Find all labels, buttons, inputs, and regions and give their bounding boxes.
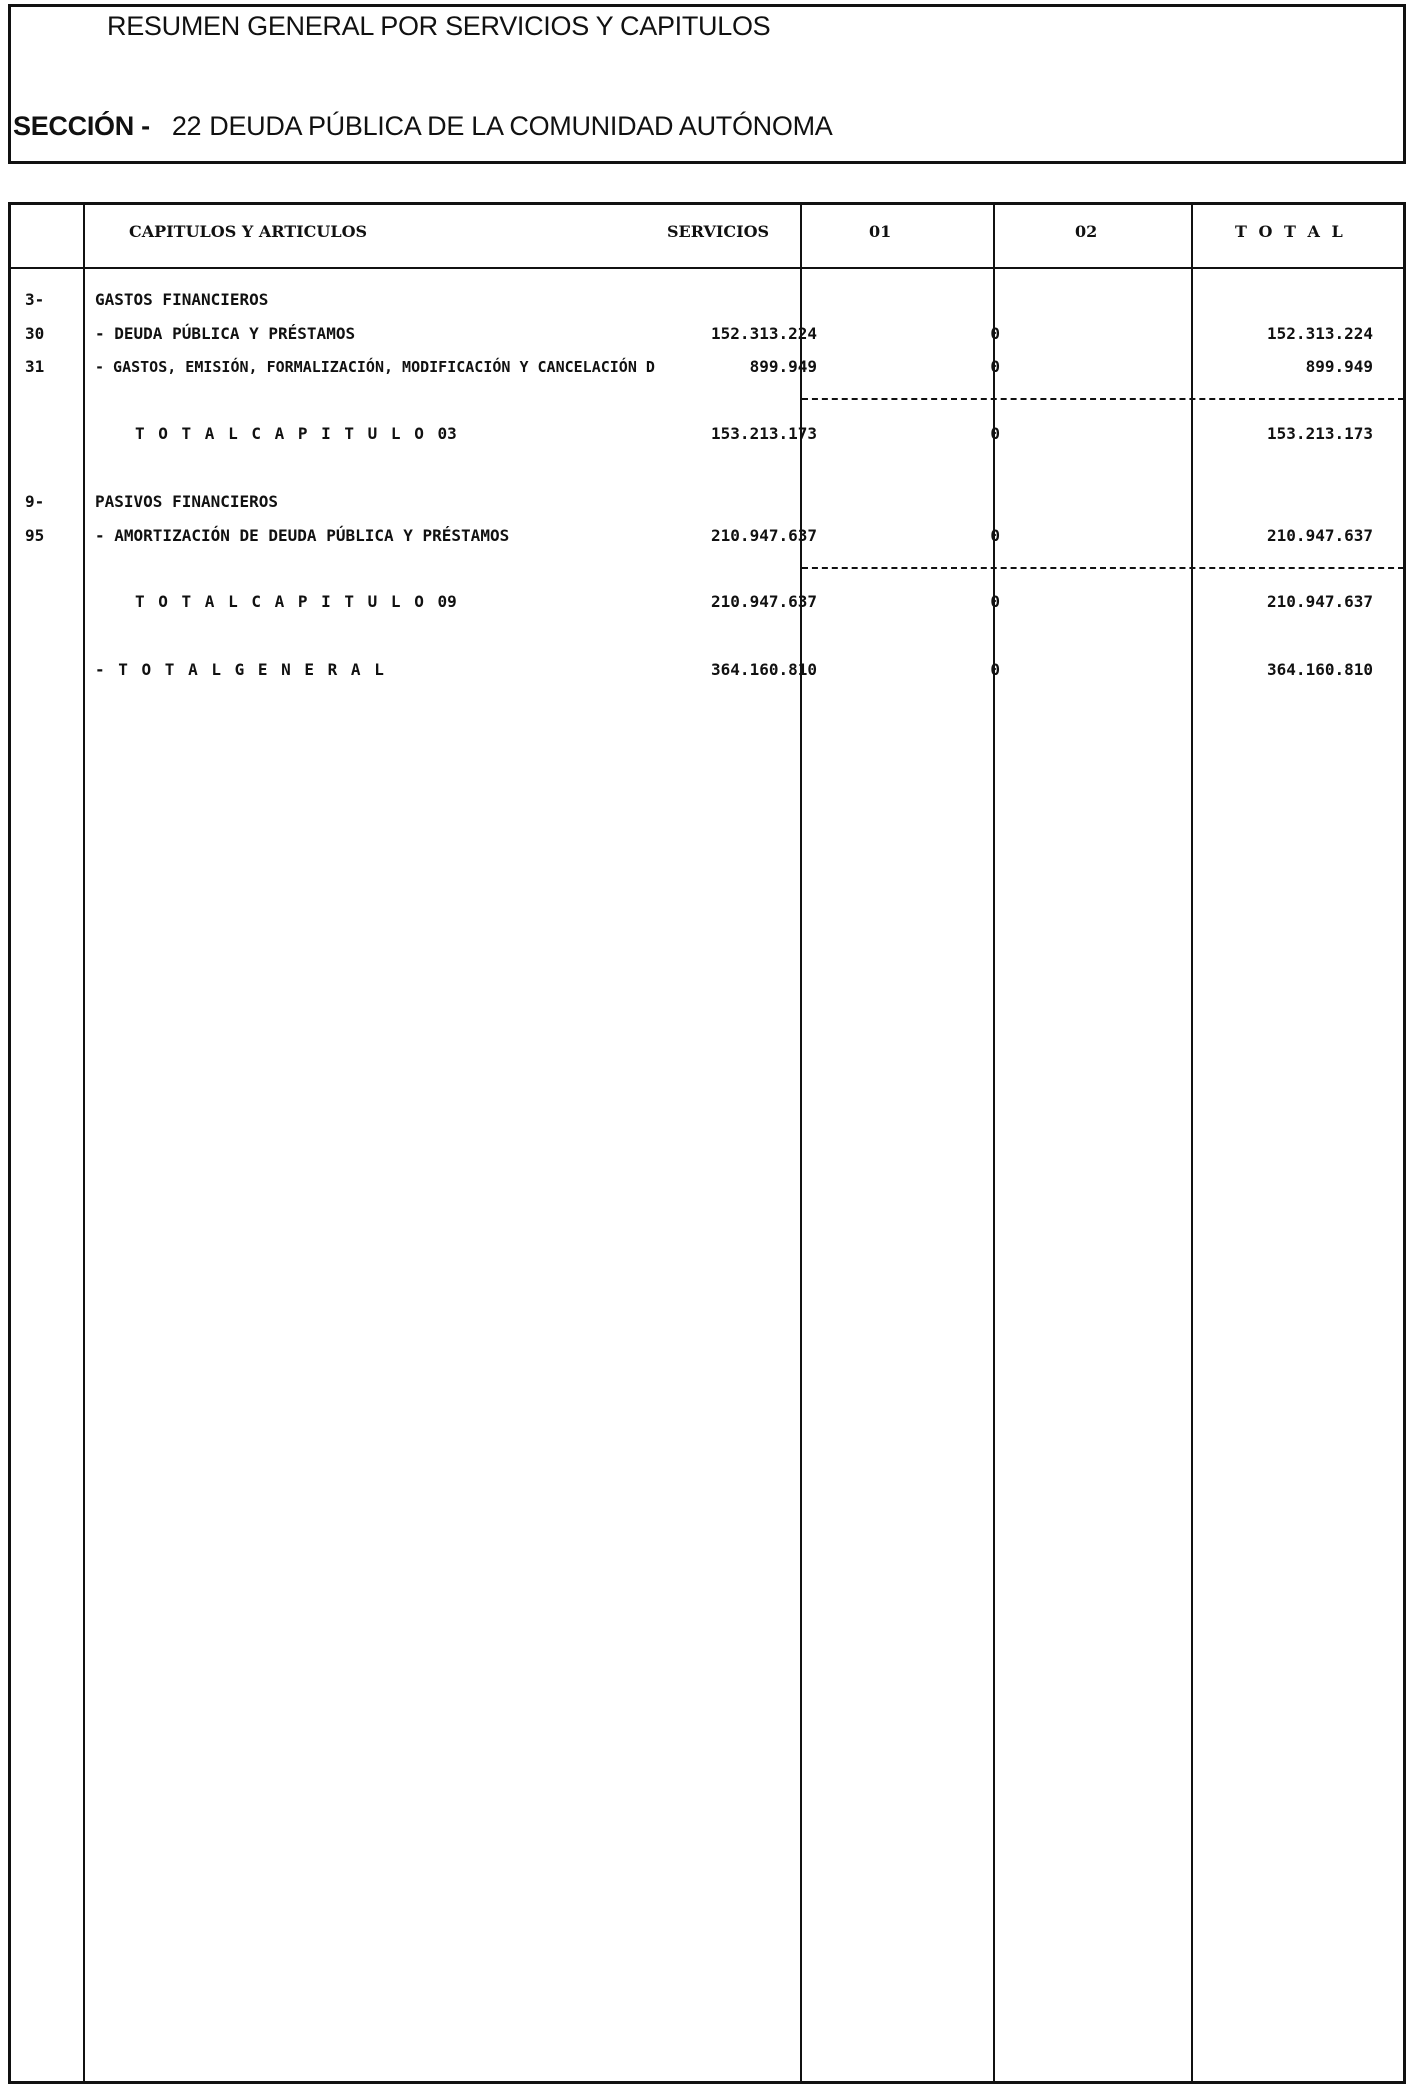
report-header: [8, 4, 1406, 164]
row-value-02: 0: [990, 424, 1000, 443]
row-value-01: 210.947.637: [711, 592, 817, 611]
section-name: DEUDA PÚBLICA DE LA COMUNIDAD AUTÓNOMA: [209, 111, 833, 141]
row-value-02: 0: [990, 324, 1000, 343]
chapter-total-label: T O T A L C A P I T U L O 09: [135, 592, 457, 611]
grand-total: 364.160.810: [1267, 660, 1373, 679]
row-value-01: 152.313.224: [711, 324, 817, 343]
col-header-total: T O T A L: [1235, 222, 1346, 241]
col-header-02: 02: [1075, 222, 1098, 241]
col-divider: [1191, 205, 1193, 2081]
row-code: 3-: [25, 290, 45, 309]
row-desc: GASTOS FINANCIEROS: [95, 290, 269, 309]
section-code: 22: [171, 111, 202, 141]
row-value-01: 153.213.173: [711, 424, 817, 443]
row-value-02: 0: [990, 357, 1000, 376]
section-label: SECCIÓN -: [13, 111, 150, 141]
row-total: 210.947.637: [1267, 526, 1373, 545]
row-value-01: 210.947.637: [711, 526, 817, 545]
row-value-01: 899.949: [749, 357, 817, 376]
row-value-02: 0: [990, 526, 1000, 545]
row-desc: - DEUDA PÚBLICA Y PRÉSTAMOS: [95, 324, 356, 343]
row-total: 153.213.173: [1267, 424, 1373, 443]
row-desc: PASIVOS FINANCIEROS: [95, 492, 279, 511]
row-value-02: 0: [990, 592, 1000, 611]
col-divider: [83, 205, 85, 2081]
col-header-concept: CAPITULOS Y ARTICULOS: [129, 222, 368, 241]
row-code: 31: [25, 357, 45, 376]
header-divider: [11, 267, 1403, 269]
row-total: 210.947.637: [1267, 592, 1373, 611]
row-code: 9-: [25, 492, 45, 511]
row-code: 30: [25, 324, 45, 343]
report-title: RESUMEN GENERAL POR SERVICIOS Y CAPITULOS: [107, 11, 771, 41]
grand-total-label: - T O T A L G E N E R A L: [95, 660, 384, 679]
col-divider: [800, 205, 802, 2081]
section-line: [13, 111, 832, 142]
summary-table: [8, 202, 1406, 2084]
grand-total-02: 0: [990, 660, 1000, 679]
chapter-total-label: T O T A L C A P I T U L O 03: [135, 424, 457, 443]
subtotal-separator: [802, 398, 1404, 400]
grand-total-01: 364.160.810: [711, 660, 817, 679]
row-code: 95: [25, 526, 45, 545]
col-divider: [993, 205, 995, 2081]
subtotal-separator: [802, 567, 1404, 569]
row-total: 152.313.224: [1267, 324, 1373, 343]
col-header-01: 01: [869, 222, 892, 241]
col-header-services: SERVICIOS: [667, 222, 770, 241]
row-desc: - GASTOS, EMISIÓN, FORMALIZACIÓN, MODIFICACIÓN Y CANCELACIÓN D: [95, 358, 655, 376]
row-total: 899.949: [1305, 357, 1373, 376]
row-desc: - AMORTIZACIÓN DE DEUDA PÚBLICA Y PRÉSTAMOS: [95, 526, 510, 545]
